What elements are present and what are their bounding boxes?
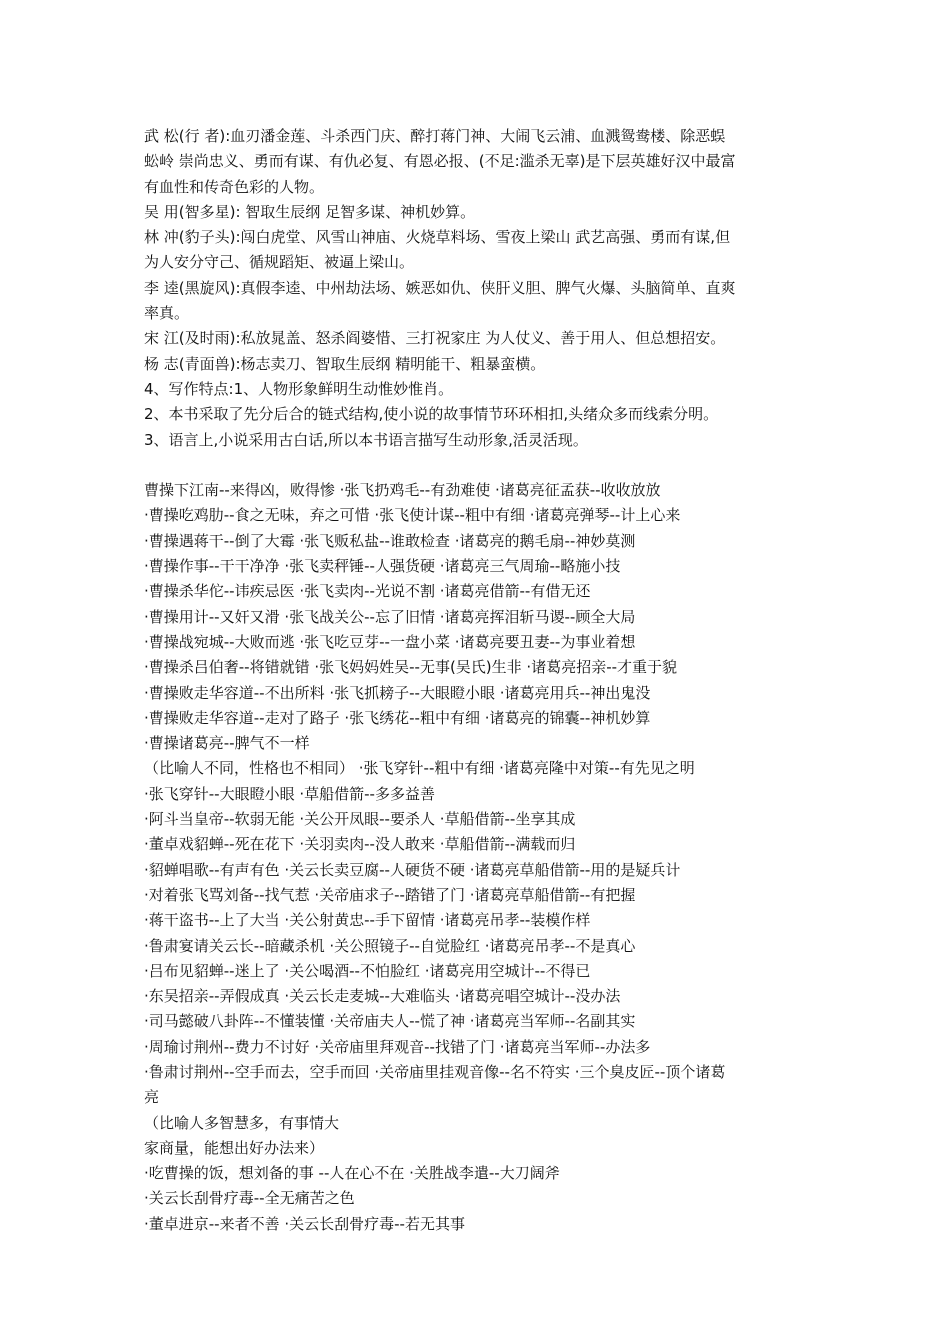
xiehouyu-line: 亮	[144, 1088, 160, 1107]
character-note-line: 4、写作特点:1、人物形象鲜明生动惟妙惟肖。	[144, 379, 454, 398]
xiehouyu-line: ·蒋干盗书--上了大当 ·关公射黄忠--手下留情 ·诸葛亮吊孝--装模作样	[144, 911, 591, 930]
xiehouyu-line: ·张飞穿针--大眼瞪小眼 ·草船借箭--多多益善	[144, 784, 435, 803]
xiehouyu-line: ·吃曹操的饭，想刘备的事 --人在心不在 ·关胜战李遣--大刀阔斧	[144, 1164, 560, 1183]
xiehouyu-line: ·周瑜讨荆州--费力不讨好 ·关帝庙里拜观音--找错了门 ·诸葛亮当军师--办法多	[144, 1037, 651, 1056]
xiehouyu-line: ·曹操战宛城--大败而逃 ·张飞吃豆芽--一盘小菜 ·诸葛亮要丑妻--为事业着想	[144, 632, 636, 651]
xiehouyu-line: ·董卓戏貂蝉--死在花下 ·关羽卖肉--没人敢来 ·草船借箭--满载而归	[144, 835, 576, 854]
xiehouyu-line: ·吕布见貂蝉--迷上了 ·关公喝酒--不怕脸红 ·诸葛亮用空城计--不得已	[144, 961, 591, 980]
xiehouyu-line: ·曹操杀吕伯奢--将错就错 ·张飞妈妈姓吴--无事(吴氏)生非 ·诸葛亮招亲--才重于貌	[144, 658, 678, 677]
xiehouyu-line: ·司马懿破八卦阵--不懂装懂 ·关帝庙夫人--慌了神 ·诸葛亮当军师--名副其实	[144, 1012, 636, 1031]
xiehouyu-section	[144, 478, 814, 1237]
xiehouyu-line: ·鲁肃讨荆州--空手而去，空手而回 ·关帝庙里挂观音像--名不符实 ·三个臭皮匠--顶个诸葛	[144, 1062, 726, 1081]
xiehouyu-line: ·阿斗当皇帝--软弱无能 ·关公开凤眼--要杀人 ·草船借箭--坐享其成	[144, 810, 576, 829]
character-note-line: 有血性和传奇色彩的人物。	[144, 177, 325, 196]
character-note-line: 率真。	[144, 304, 190, 323]
xiehouyu-line: ·鲁肃宴请关云长--暗藏杀机 ·关公照镜子--自觉脸红 ·诸葛亮吊孝--不是真心	[144, 936, 636, 955]
xiehouyu-line: ·曹操吃鸡肋--食之无味，弃之可惜 ·张飞使计谋--粗中有细 ·诸葛亮弹琴--计上心来	[144, 506, 681, 525]
xiehouyu-line: ·东吴招亲--弄假成真 ·关云长走麦城--大难临头 ·诸葛亮唱空城计--没办法	[144, 987, 621, 1006]
character-note-line: 林 冲(豹子头):闯白虎堂、风雪山神庙、火烧草料场、雪夜上梁山 武艺高强、勇而有谋,但	[144, 228, 731, 247]
character-note-line: 杨 志(青面兽):杨志卖刀、智取生辰纲 精明能干、粗暴蛮横。	[144, 354, 546, 373]
character-note-line: 武 松(行 者):血刃潘金莲、斗杀西门庆、醉打蒋门神、大闹飞云浦、血溅鸳鸯楼、除恶蜈	[144, 127, 726, 145]
xiehouyu-line: ·曹操杀华佗--讳疾忌医 ·张飞卖肉--光说不割 ·诸葛亮借箭--有借无还	[144, 582, 591, 601]
xiehouyu-line: （比喻人不同，性格也不相同） ·张飞穿针--粗中有细 ·诸葛亮隆中对策--有先见之明	[144, 759, 695, 778]
xiehouyu-line: ·曹操用计--又奸又滑 ·张飞战关公--忘了旧情 ·诸葛亮挥泪斩马谡--顾全大局	[144, 607, 636, 626]
character-note-line: 李 逵(黑旋风):真假李逵、中州劫法场、嫉恶如仇、侠肝义胆、脾气火爆、头脑简单、直爽	[144, 278, 736, 297]
xiehouyu-line: ·关云长刮骨疗毒--全无痛苦之色	[144, 1189, 355, 1208]
xiehouyu-line: ·曹操遇蒋干--倒了大霉 ·张飞贩私盐--谁敢检查 ·诸葛亮的鹅毛扇--神妙莫测	[144, 531, 636, 550]
character-note-line: 2、本书采取了先分后合的链式结构,使小说的故事情节环环相扣,头绪众多而线索分明。	[144, 405, 719, 424]
xiehouyu-line: ·曹操诸葛亮--脾气不一样	[144, 734, 310, 753]
xiehouyu-line: ·貂蝉唱歌--有声有色 ·关云长卖豆腐--人硬货不硬 ·诸葛亮草船借箭--用的是疑兵计	[144, 860, 681, 879]
xiehouyu-line: （比喻人多智慧多，有事情大	[144, 1113, 340, 1132]
character-note-line: 蚣岭 崇尚忠义、勇而有谋、有仇必复、有恩必报、(不足:滥杀无辜)是下层英雄好汉中最富	[144, 152, 736, 171]
character-note-line: 宋 江(及时雨):私放晁盖、怒杀阎婆惜、三打祝家庄 为人仗义、善于用人、但总想招安。	[144, 329, 726, 348]
xiehouyu-line: ·曹操败走华容道--不出所料 ·张飞抓耪子--大眼瞪小眼 ·诸葛亮用兵--神出鬼没	[144, 683, 651, 702]
section-gap	[144, 453, 814, 478]
document-body	[144, 124, 814, 1237]
water-margin-section	[144, 124, 814, 453]
xiehouyu-line: ·董卓进京--来者不善 ·关云长刮骨疗毒--若无其事	[144, 1214, 465, 1233]
xiehouyu-line: ·对着张飞骂刘备--找气惹 ·关帝庙求子--踏错了门 ·诸葛亮草船借箭--有把握	[144, 885, 636, 904]
character-note-line: 为人安分守己、循规蹈矩、被逼上梁山。	[144, 253, 415, 272]
xiehouyu-line: ·曹操败走华容道--走对了路子 ·张飞绣花--粗中有细 ·诸葛亮的锦囊--神机妙算	[144, 708, 651, 727]
xiehouyu-line: ·曹操作事--干干净净 ·张飞卖秤锤--人强货硬 ·诸葛亮三气周瑜--略施小技	[144, 557, 621, 576]
xiehouyu-line: 家商量，能想出好办法来）	[144, 1138, 325, 1157]
character-note-line: 3、语言上,小说采用古白话,所以本书语言描写生动形象,活灵活现。	[144, 430, 588, 449]
character-note-line: 吴 用(智多星): 智取生辰纲 足智多谋、神机妙算。	[144, 202, 476, 221]
xiehouyu-line: 曹操下江南--来得凶，败得惨 ·张飞扔鸡毛--有劲难使 ·诸葛亮征孟获--收收放放	[144, 481, 661, 500]
